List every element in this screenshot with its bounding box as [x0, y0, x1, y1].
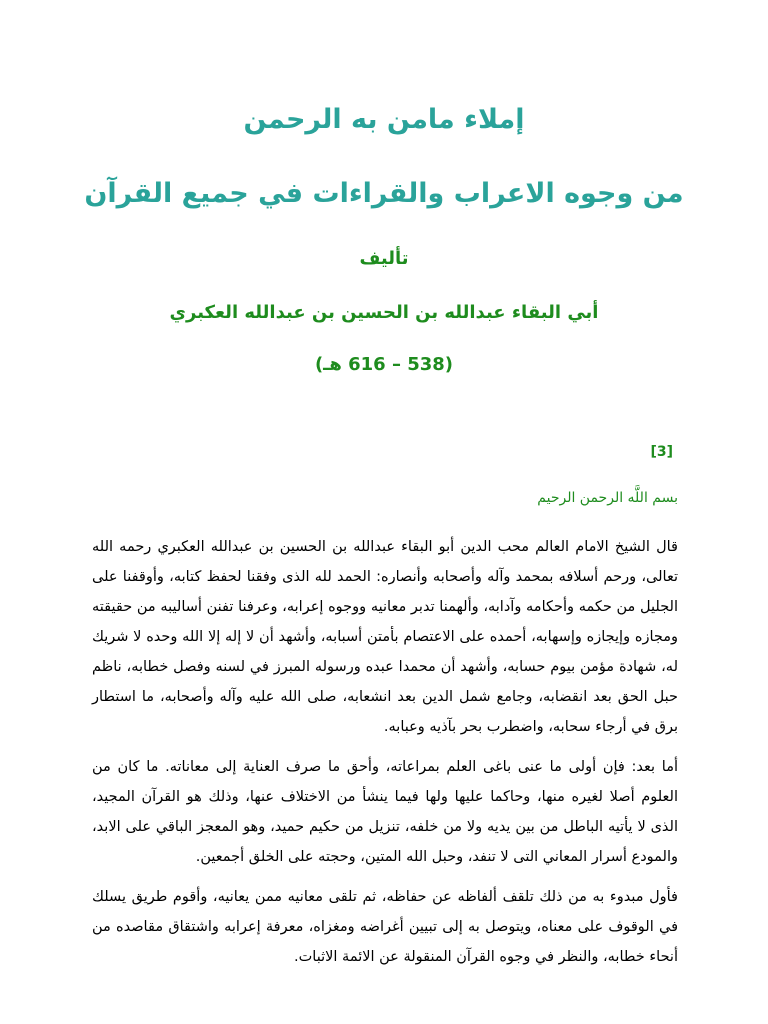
paragraph-1: قال الشيخ الامام العالم محب الدين أبو البقاء عبدالله بن الحسين بن عبدالله العكبري رحمه الله تعالى، ورحم أسلافه بمحمد وآله وأصحابه وأنصاره: الحمد لله الذى وفقنا لحفظ كتابه، وأوقفنا على الجليل من حكمه وأحكامه وآدابه، وألهمنا تدبر معانيه ووجوه إعرابه، وعرفنا تفنن أساليبه من حقيقته ومجازه وإيجازه وإسهابه، أحمده على الاعتصام بأمتن أسبابه، وأشهد أن لا إله إلا الله وحده لا شريك له، شهادة مؤمن بيوم حسابه، وأشهد أن محمدا عبده ورسوله المبرز في لسنه وفصل خطابه، ناظم حبل الحق بعد انقضابه، وجامع شمل الدين بعد انشعابه، صلى الله عليه وآله وأصحابه، ما استطار برق في أرجاء سحابه، واضطرب بحر بآذيه وعبابه.: [92, 539, 678, 735]
author-name: أبي البقاء عبدالله بن الحسين بن عبدالله العكبري: [169, 302, 599, 323]
title-line-2: من وجوه الاعراب والقراءات في جميع القرآن: [84, 178, 684, 209]
page-marker: [3]: [650, 444, 673, 460]
title-line-1: إملاء مامن به الرحمن: [243, 104, 525, 135]
author-years: (538 – 616 هـ): [314, 354, 454, 375]
paragraph-2: أما بعد: فإن أولى ما عنى باغى العلم بمراعاته، وأحق ما صرف العناية إلى معاناته. ما كان من العلوم أصلا لغيره منها، وحاكما عليها ولها فيما ينشأ من الاختلاف عنها، وذلك هو القرآن المجيد، الذى لا يأتيه الباطل من بين يديه ولا من خلفه، تنزيل من حكيم حميد، وهو المعجز الباقي على الابد، والمودع أسرار المعاني التى لا تنفد، وحبل الله المتين، وحجته على الخلق أجمعين.: [92, 759, 678, 865]
paragraph-3: فأول مبدوء به من ذلك تلقف ألفاظه عن حفاظه، ثم تلقى معانيه ممن يعانيه، وأقوم طريق يسلك في الوقوف على معناه، ويتوصل به إلى تبيين أغراضه ومغزاه، معرفة إعرابه واشتقاق مقاصده من أنحاء خطابه، والنظر في وجوه القرآن المنقولة عن الائمة الاثبات.: [92, 889, 678, 965]
authored-label: تأليف: [359, 248, 409, 269]
basmala: بسم اللَّه الرحمن الرحيم: [537, 490, 678, 506]
